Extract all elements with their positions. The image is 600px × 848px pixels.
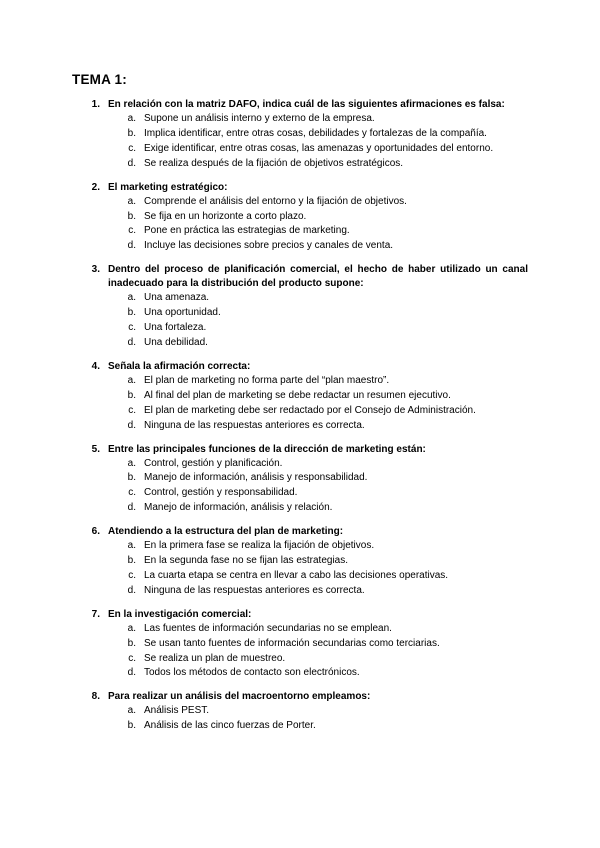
- option-text: En la segunda fase no se fijan las estrategias.: [144, 555, 349, 567]
- option-text: Se realiza después de la fijación de objetivos estratégicos.: [144, 157, 404, 169]
- answer-option: [72, 142, 528, 157]
- option-letter: c.: [128, 322, 136, 334]
- question-item: [72, 608, 528, 682]
- option-text: El plan de marketing debe ser redactado por el Consejo de Administración.: [144, 404, 476, 416]
- option-text: Comprende el análisis del entorno y la fijación de objetivos.: [144, 195, 407, 207]
- option-letter: c.: [128, 142, 136, 154]
- question-number: 8.: [91, 691, 100, 703]
- question-text: Señala la afirmación correcta:: [108, 360, 251, 372]
- question-item: [72, 360, 528, 434]
- option-letter: b.: [127, 472, 136, 484]
- option-text: Se usan tanto fuentes de información secundarias como terciarias.: [144, 637, 440, 649]
- question-item: [72, 181, 528, 255]
- question-item: [72, 525, 528, 599]
- option-letter: b.: [127, 389, 136, 401]
- option-list: [72, 704, 528, 734]
- question-heading: [72, 98, 528, 112]
- option-text: Al final del plan de marketing se debe redactar un resumen ejecutivo.: [144, 389, 451, 401]
- question-heading: [72, 608, 528, 622]
- option-letter: b.: [127, 307, 136, 319]
- question-number: 6.: [91, 526, 100, 538]
- question-text: Atendiendo a la estructura del plan de marketing:: [108, 526, 344, 538]
- option-text: En la primera fase se realiza la fijación de objetivos.: [144, 540, 375, 552]
- question-item: [72, 690, 528, 734]
- option-list: [72, 457, 528, 517]
- question-heading: [72, 181, 528, 195]
- option-letter: a.: [127, 705, 136, 717]
- question-number: 1.: [91, 99, 100, 110]
- answer-option: [72, 419, 528, 434]
- question-heading: [72, 360, 528, 374]
- option-list: [72, 195, 528, 255]
- option-letter: c.: [128, 569, 136, 581]
- option-letter: c.: [128, 225, 136, 237]
- option-letter: a.: [127, 622, 136, 634]
- option-letter: a.: [127, 457, 136, 469]
- question-heading: [72, 525, 528, 539]
- answer-option: [72, 637, 528, 652]
- option-letter: b.: [127, 127, 136, 139]
- answer-option: [72, 321, 528, 336]
- answer-option: [72, 622, 528, 637]
- option-text: Pone en práctica las estrategias de marketing.: [144, 225, 350, 237]
- answer-option: [72, 457, 528, 472]
- option-letter: c.: [128, 404, 136, 416]
- question-text: En la investigación comercial:: [108, 608, 252, 620]
- option-letter: c.: [128, 487, 136, 499]
- answer-option: [72, 224, 528, 239]
- option-text: El plan de marketing no forma parte del “plan maestro”.: [144, 374, 390, 386]
- answer-option: [72, 666, 528, 681]
- option-text: Implica identificar, entre otras cosas, debilidades y fortalezas de la compañía.: [144, 127, 487, 139]
- question-text: Para realizar un análisis del macroentorno empleamos:: [108, 691, 371, 703]
- option-text: Todos los métodos de contacto son electrónicos.: [144, 667, 360, 679]
- option-letter: a.: [127, 195, 136, 207]
- option-text: Una fortaleza.: [144, 322, 207, 334]
- question-item: [72, 98, 528, 172]
- option-letter: a.: [127, 540, 136, 552]
- option-list: [72, 291, 528, 351]
- option-letter: d.: [127, 667, 136, 679]
- answer-option: [72, 239, 528, 254]
- question-heading: [72, 690, 528, 704]
- option-text: Ninguna de las respuestas anteriores es correcta.: [144, 584, 365, 596]
- question-number: 3.: [91, 264, 100, 276]
- question-number: 7.: [91, 608, 100, 620]
- question-list: [72, 98, 528, 743]
- answer-option: [72, 539, 528, 554]
- option-text: La cuarta etapa se centra en llevar a cabo las decisiones operativas.: [144, 569, 449, 581]
- answer-option: [72, 389, 528, 404]
- option-list: [72, 112, 528, 172]
- option-text: Ninguna de las respuestas anteriores es correcta.: [144, 419, 365, 431]
- option-list: [72, 622, 528, 682]
- question-item: [72, 443, 528, 517]
- question-number: 5.: [91, 443, 100, 455]
- option-letter: d.: [127, 336, 136, 348]
- option-letter: a.: [127, 113, 136, 124]
- option-letter: d.: [127, 502, 136, 514]
- option-text: Una debilidad.: [144, 336, 208, 348]
- answer-option: [72, 486, 528, 501]
- option-text: Análisis PEST.: [144, 705, 210, 717]
- option-text: Se realiza un plan de muestreo.: [144, 652, 286, 664]
- answer-option: [72, 471, 528, 486]
- answer-option: [72, 584, 528, 599]
- option-letter: d.: [127, 584, 136, 596]
- option-letter: a.: [127, 292, 136, 304]
- option-letter: d.: [127, 157, 136, 169]
- question-text: Dentro del proceso de planificación comercial, el hecho de haber utilizado un canal inadecuado para la distribución del producto supone:: [108, 264, 528, 290]
- option-letter: b.: [127, 210, 136, 222]
- option-text: Control, gestión y responsabilidad.: [144, 487, 298, 499]
- option-text: Exige identificar, entre otras cosas, las amenazas y oportunidades del entorno.: [144, 142, 494, 154]
- option-letter: b.: [127, 637, 136, 649]
- option-text: Manejo de información, análisis y responsabilidad.: [144, 472, 368, 484]
- option-letter: c.: [128, 652, 136, 664]
- option-list: [72, 374, 528, 434]
- option-letter: b.: [127, 720, 136, 732]
- question-heading: [72, 263, 528, 291]
- answer-option: [72, 554, 528, 569]
- answer-option: [72, 291, 528, 306]
- option-text: Se fija en un horizonte a corto plazo.: [144, 210, 307, 222]
- question-text: El marketing estratégico:: [108, 181, 228, 193]
- option-letter: b.: [127, 555, 136, 567]
- option-text: Manejo de información, análisis y relación.: [144, 502, 333, 514]
- answer-option: [72, 719, 528, 734]
- option-text: Las fuentes de información secundarias no se emplean.: [144, 622, 392, 634]
- option-text: Supone un análisis interno y externo de la empresa.: [144, 113, 375, 124]
- answer-option: [72, 157, 528, 172]
- option-text: Análisis de las cinco fuerzas de Porter.: [144, 720, 316, 732]
- option-text: Incluye las decisiones sobre precios y canales de venta.: [144, 240, 394, 252]
- answer-option: [72, 306, 528, 321]
- page-title: TEMA 1:: [72, 72, 127, 87]
- question-text: Entre las principales funciones de la dirección de marketing están:: [108, 443, 426, 455]
- question-heading: [72, 443, 528, 457]
- question-number: 4.: [91, 360, 100, 372]
- answer-option: [72, 336, 528, 351]
- answer-option: [72, 704, 528, 719]
- question-number: 2.: [91, 181, 100, 193]
- answer-option: [72, 195, 528, 210]
- option-text: Una oportunidad.: [144, 307, 221, 319]
- answer-option: [72, 404, 528, 419]
- answer-option: [72, 569, 528, 584]
- answer-option: [72, 210, 528, 225]
- option-letter: d.: [127, 240, 136, 252]
- answer-option: [72, 652, 528, 667]
- question-text: En relación con la matriz DAFO, indica cuál de las siguientes afirmaciones es falsa:: [108, 99, 505, 110]
- question-item: [72, 263, 528, 351]
- option-text: Control, gestión y planificación.: [144, 457, 283, 469]
- answer-option: [72, 112, 528, 127]
- option-letter: a.: [127, 374, 136, 386]
- answer-option: [72, 374, 528, 389]
- option-letter: d.: [127, 419, 136, 431]
- option-text: Una amenaza.: [144, 292, 210, 304]
- answer-option: [72, 501, 528, 516]
- option-list: [72, 539, 528, 599]
- answer-option: [72, 127, 528, 142]
